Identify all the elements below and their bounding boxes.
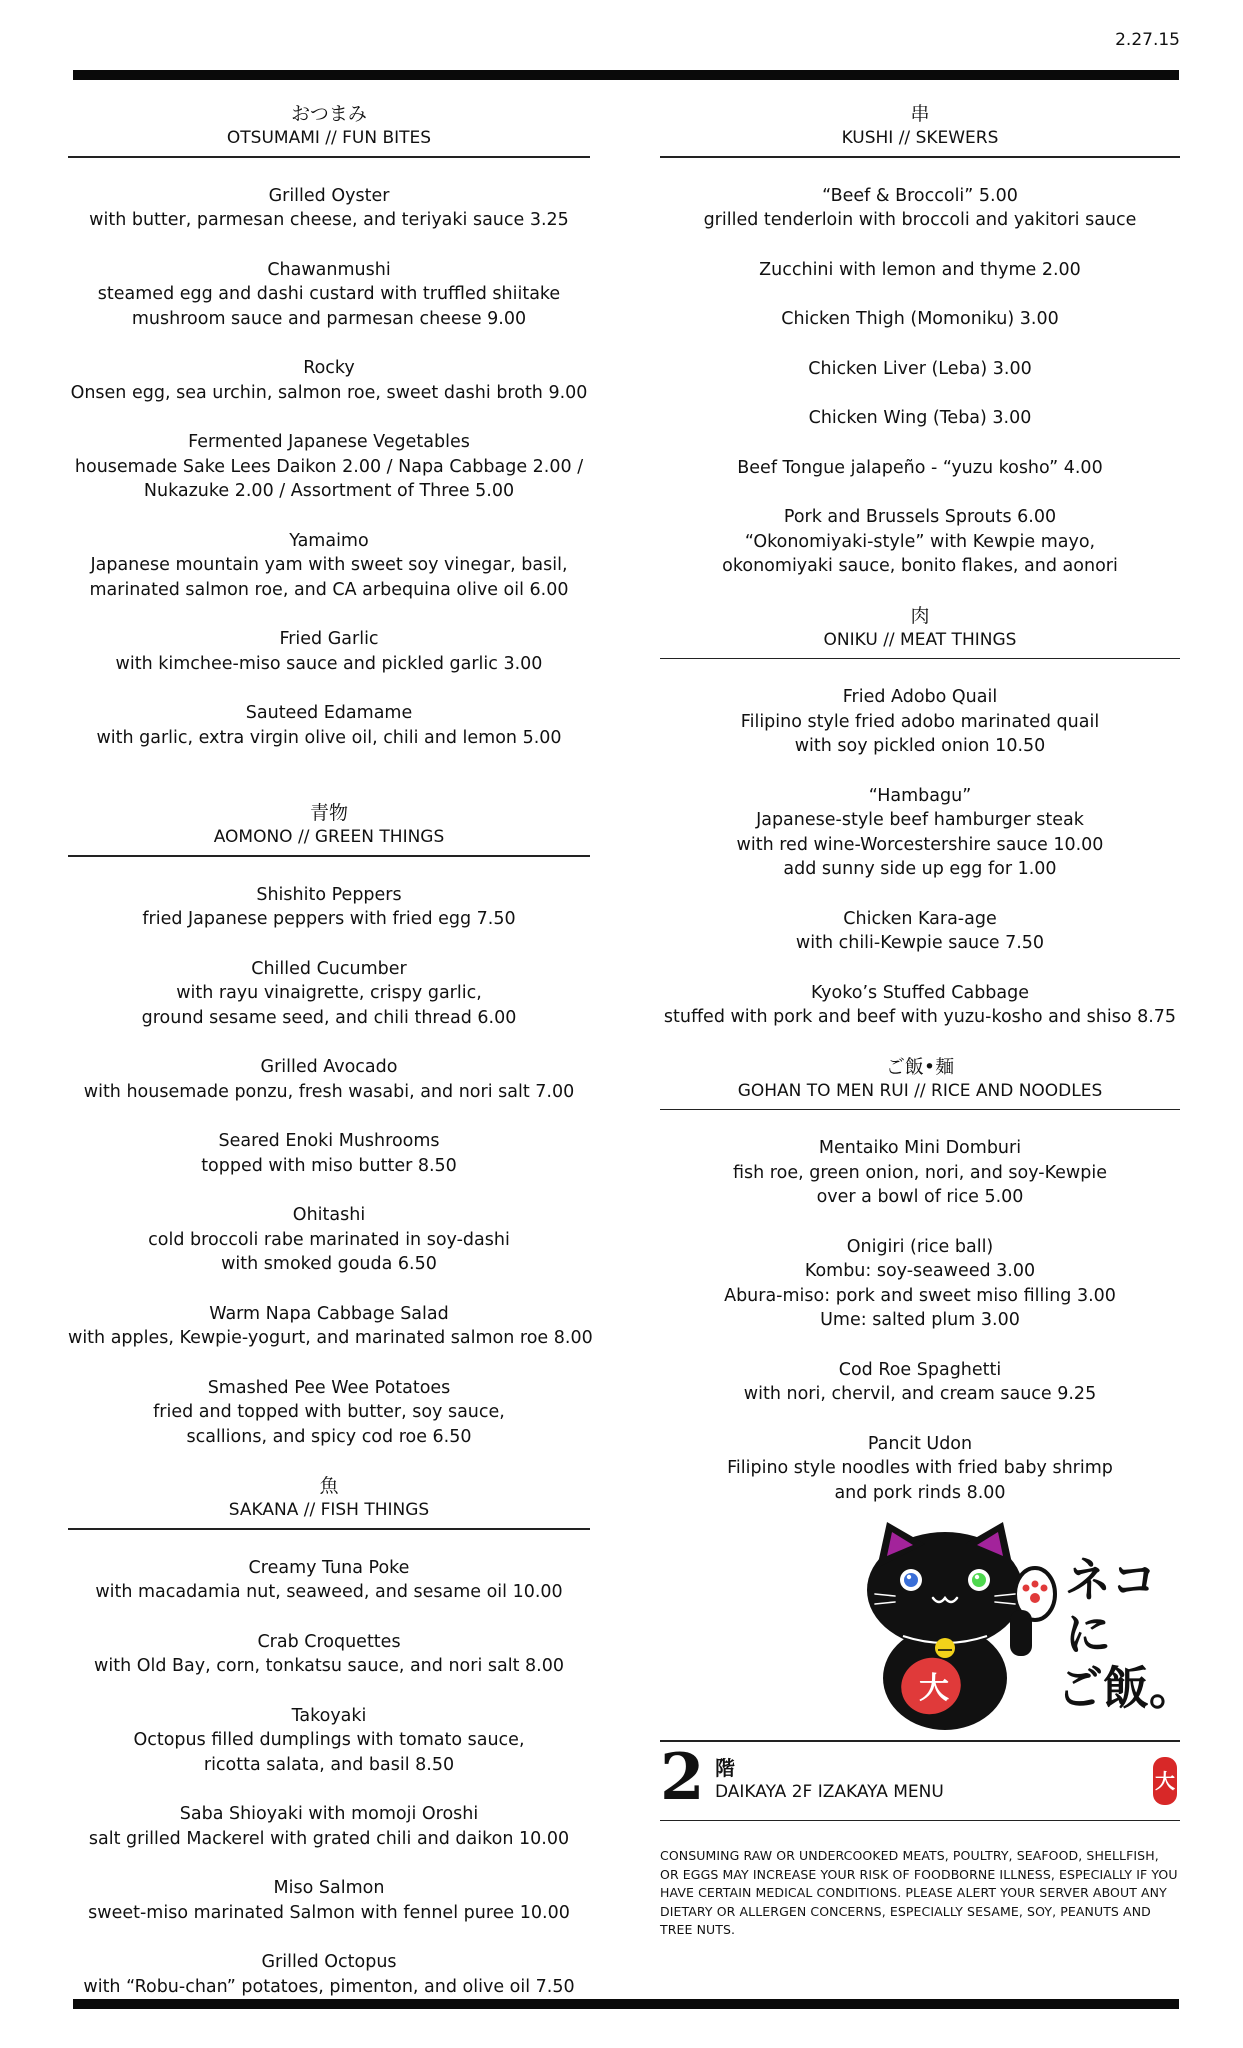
menu-item-description: with Old Bay, corn, tonkatsu sauce, and nori salt 8.00 (94, 1656, 564, 1676)
menu-item (660, 357, 1180, 382)
menu-item-description: topped with miso butter 8.50 (201, 1155, 457, 1176)
section-rule (68, 855, 590, 857)
menu-item-name: Chicken Liver (Leba) 3.00 (808, 358, 1032, 379)
section-rule (660, 156, 1180, 158)
menu-item-name: Ohitashi (292, 1205, 366, 1225)
menu-item-name: Chawanmushi (267, 259, 391, 280)
menu-item (68, 1055, 590, 1104)
menu-item-name: Pancit Udon (867, 1433, 973, 1454)
menu-item-description: and pork rinds 8.00 (834, 1482, 1006, 1503)
menu-item (68, 430, 590, 504)
menu-item-description: add sunny side up egg for 1.00 (783, 859, 1057, 879)
menu-item-description: Filipino style fried adobo marinated quail (740, 711, 1100, 732)
section-title-jp: ご飯•麺 (885, 1055, 955, 1078)
menu-item-name: Grilled Oyster (268, 185, 390, 206)
slogan-line-3: ご飯。 (1057, 1661, 1195, 1715)
menu-label: DAIKAYA 2F IZAKAYA MENU (715, 1781, 944, 1802)
section-title-jp: おつまみ (291, 103, 367, 125)
menu-item-name: Zucchini with lemon and thyme 2.00 (759, 259, 1081, 280)
section-rule (660, 658, 1180, 660)
section-header (660, 1055, 1180, 1103)
section-title-en: KUSHI // SKEWERS (841, 128, 999, 148)
menu-item (68, 184, 590, 233)
menu-item-description: with chili-Kewpie sauce 7.50 (795, 933, 1045, 953)
menu-item-description: with nori, chervil, and cream sauce 9.25 (743, 1384, 1097, 1404)
menu-item-description: salt grilled Mackerel with grated chili and daikon 10.00 (88, 1828, 570, 1849)
menu-item-description: Kombu: soy-seaweed 3.00 (804, 1261, 1036, 1281)
slogan-line-1: ネコ (1065, 1553, 1157, 1607)
menu-item (660, 1358, 1180, 1407)
menu-item-description: grilled tenderloin with broccoli and yakitori sauce (703, 210, 1137, 230)
menu-item (68, 1802, 590, 1851)
menu-item-description: stuffed with pork and beef with yuzu-kosho and shiso 8.75 (663, 1007, 1177, 1027)
svg-text:大: 大 (919, 1671, 949, 1706)
menu-item (68, 1302, 593, 1351)
menu-item (660, 685, 1180, 759)
section-rule (660, 1109, 1180, 1111)
menu-item-description: cold broccoli rabe marinated in soy-dashi (148, 1229, 510, 1250)
menu-item-description: with soy pickled onion 10.50 (794, 736, 1046, 756)
cat-icon (867, 1522, 1055, 1730)
menu-item-name: Chilled Cucumber (251, 958, 407, 979)
menu-item-description: mushroom sauce and parmesan cheese 9.00 (131, 308, 527, 329)
menu-item-description: with garlic, extra virgin olive oil, chili and lemon 5.00 (96, 727, 562, 748)
floor-kanji: 階 (715, 1755, 735, 1780)
menu-item-description: with smoked gouda 6.50 (221, 1254, 437, 1274)
lucky-cat-logo (865, 1518, 1195, 1726)
menu-item-name: Fried Garlic (279, 629, 379, 649)
menu-item-name: Grilled Avocado (260, 1057, 398, 1077)
menu-item (660, 784, 1180, 882)
menu-item (660, 1432, 1180, 1506)
menu-item-description: sweet-miso marinated Salmon with fennel puree 10.00 (88, 1902, 570, 1923)
menu-item-description: ricotta salata, and basil 8.50 (203, 1754, 455, 1775)
menu-item (68, 1704, 590, 1778)
menu-item (660, 406, 1180, 431)
menu-item-description: housemade Sake Lees Daikon 2.00 / Napa Cabbage 2.00 / (74, 456, 584, 477)
top-bar (73, 70, 1179, 80)
menu-item (660, 258, 1180, 283)
section-title-jp: 魚 (319, 1475, 339, 1497)
section-header (68, 801, 590, 849)
menu-item-description: over a bowl of rice 5.00 (816, 1187, 1024, 1207)
slogan-text (1057, 1553, 1195, 1715)
menu-item-name: Sauteed Edamame (245, 703, 413, 723)
section-title-en: ONIKU // MEAT THINGS (823, 629, 1017, 650)
menu-item (660, 505, 1180, 579)
section-title-en: AOMONO // GREEN THINGS (213, 827, 445, 847)
menu-item-name: Miso Salmon (273, 1878, 385, 1898)
menu-item-name: Rocky (303, 358, 355, 378)
menu-item (68, 356, 590, 405)
menu-item-name: Kyoko’s Stuffed Cabbage (810, 982, 1030, 1003)
menu-item-name: Cod Roe Spaghetti (838, 1359, 1002, 1380)
menu-item (68, 1876, 590, 1925)
menu-item-name: Onigiri (rice ball) (846, 1236, 994, 1257)
menu-item-description: Onsen egg, sea urchin, salmon roe, sweet dashi broth 9.00 (70, 382, 588, 403)
menu-item-name: Takoyaki (291, 1705, 367, 1726)
menu-item (660, 184, 1180, 233)
seal-icon (1152, 1756, 1178, 1806)
menu-item-name: Grilled Octopus (261, 1952, 397, 1972)
menu-item-name: Chicken Thigh (Momoniku) 3.00 (781, 309, 1059, 329)
menu-item-description: okonomiyaki sauce, bonito flakes, and aonori (722, 556, 1118, 576)
section-title-en: GOHAN TO MEN RUI // RICE AND NOODLES (737, 1080, 1103, 1101)
menu-item (68, 1376, 590, 1450)
menu-item-description: with macadamia nut, seaweed, and sesame oil 10.00 (95, 1582, 563, 1602)
menu-item (660, 307, 1180, 332)
footer-rule-bottom (660, 1820, 1180, 1822)
floor-number: 2 (660, 1739, 705, 1815)
menu-item (68, 1203, 590, 1277)
menu-item-description: Nukazuke 2.00 / Assortment of Three 5.00 (143, 481, 515, 501)
menu-item (68, 1630, 590, 1679)
menu-item-name: “Hambagu” (868, 785, 972, 806)
menu-item-name: Creamy Tuna Poke (248, 1557, 410, 1578)
menu-item (68, 1129, 590, 1178)
left-column (68, 102, 593, 2024)
menu-item-name: Beef Tongue jalapeño - “yuzu kosho” 4.00 (737, 457, 1103, 478)
menu-item-description: fried Japanese peppers with fried egg 7.50 (142, 909, 516, 929)
menu-item (660, 907, 1180, 956)
menu-date: 2.27.15 (1115, 30, 1180, 50)
menu-item-description: with rayu vinaigrette, crispy garlic, (176, 983, 482, 1003)
menu-item-description: Ume: salted plum 3.00 (820, 1310, 1020, 1330)
menu-item (68, 883, 590, 932)
menu-item-description: with “Robu-chan” potatoes, pimenton, and olive oil 7.50 (83, 1976, 575, 1997)
menu-item-description: fried and topped with butter, soy sauce, (153, 1402, 505, 1422)
menu-item-name: Chicken Wing (Teba) 3.00 (808, 408, 1032, 428)
menu-item-description: scallions, and spicy cod roe 6.50 (186, 1426, 472, 1447)
menu-item-name: Seared Enoki Mushrooms (218, 1131, 440, 1151)
section-rule (68, 1528, 590, 1530)
menu-item (68, 258, 590, 332)
footer (660, 1740, 1180, 1940)
menu-item (68, 529, 590, 603)
section-title-en: SAKANA // FISH THINGS (228, 1500, 430, 1520)
section-title-jp: 青物 (309, 802, 348, 824)
menu-item-description: marinated salmon roe, and CA arbequina olive oil 6.00 (89, 579, 569, 600)
bell-icon (935, 1638, 955, 1658)
section-header (68, 1474, 590, 1522)
menu-item-name: Warm Napa Cabbage Salad (209, 1303, 449, 1324)
menu-item-description: fish roe, green onion, nori, and soy-Kewpie (733, 1162, 1107, 1183)
menu-item-description: with apples, Kewpie-yogurt, and marinated salmon roe 8.00 (68, 1328, 593, 1348)
section-title-jp: 串 (910, 103, 930, 125)
section-title-jp: 肉 (910, 604, 930, 627)
menu-item-name: “Beef & Broccoli” 5.00 (822, 185, 1018, 206)
menu-item-name: Fried Adobo Quail (842, 687, 998, 707)
section-header (68, 102, 590, 150)
section-title-en: OTSUMAMI // FUN BITES (226, 128, 432, 148)
menu-item-name: Fermented Japanese Vegetables (188, 432, 470, 452)
menu-item (68, 1950, 590, 1999)
slogan-line-2: に (1065, 1607, 1111, 1661)
menu-item (660, 1136, 1180, 1210)
menu-item-name: Smashed Pee Wee Potatoes (207, 1377, 451, 1398)
menu-item-description: with kimchee-miso sauce and pickled garlic 3.00 (115, 653, 543, 674)
menu-item-name: Shishito Peppers (256, 884, 402, 905)
menu-item-description: Japanese mountain yam with sweet soy vinegar, basil, (90, 555, 568, 575)
menu-item (68, 957, 590, 1031)
menu-item (660, 981, 1180, 1030)
menu-item-name: Saba Shioyaki with momoji Oroshi (179, 1804, 479, 1824)
menu-item-name: Yamaimo (289, 530, 369, 551)
menu-item-description: Japanese-style beef hamburger steak (756, 810, 1084, 830)
menu-item-name: Pork and Brussels Sprouts 6.00 (783, 507, 1057, 527)
menu-item-description: with butter, parmesan cheese, and teriyaki sauce 3.25 (89, 210, 569, 230)
section-header (660, 604, 1180, 652)
allergen-disclaimer: CONSUMING RAW OR UNDERCOOKED MEATS, POULTRY, SEAFOOD, SHELLFISH, OR EGGS MAY INCREASE YOUR RISK OF FOODBORNE ILLNESS, ESPECIALLY IF YOU HAVE CERTAIN MEDICAL CONDITIONS. PLEASE ALERT YOUR SERVER ABOUT ANY DIETARY OR ALLERGEN CONCERNS, ESPECIALLY SESAME, SOY, PEANUTS AND TREE NUTS. (660, 1848, 1178, 1937)
bottom-bar (73, 1999, 1179, 2009)
menu-item-description: “Okonomiyaki-style” with Kewpie mayo, (744, 531, 1096, 552)
menu-item-description: Octopus filled dumplings with tomato sauce, (133, 1730, 525, 1750)
menu-item-description: with red wine-Worcestershire sauce 10.00 (736, 834, 1104, 855)
menu-item-name: Crab Croquettes (257, 1631, 401, 1652)
menu-item (68, 701, 590, 750)
menu-item (660, 1235, 1180, 1333)
menu-item-description: steamed egg and dashi custard with truffled shiitake (97, 284, 561, 304)
menu-item-name: Chicken Kara-age (843, 908, 997, 929)
menu-item-description: ground sesame seed, and chili thread 6.00 (141, 1007, 517, 1028)
section-rule (68, 156, 590, 158)
menu-item-description: Abura-miso: pork and sweet miso filling 3.00 (724, 1285, 1116, 1306)
menu-item (660, 456, 1180, 481)
floor-row (660, 1739, 1180, 1820)
section-spacer (68, 775, 590, 801)
right-column (660, 102, 1180, 1530)
menu-item-name: Mentaiko Mini Domburi (818, 1138, 1022, 1158)
menu-item (68, 627, 590, 676)
menu-item-description: Filipino style noodles with fried baby shrimp (727, 1458, 1113, 1478)
section-header (660, 102, 1180, 150)
menu-item (68, 1556, 590, 1605)
seal-text: 大 (1155, 1768, 1175, 1793)
menu-item-description: with housemade ponzu, fresh wasabi, and nori salt 7.00 (83, 1081, 575, 1102)
